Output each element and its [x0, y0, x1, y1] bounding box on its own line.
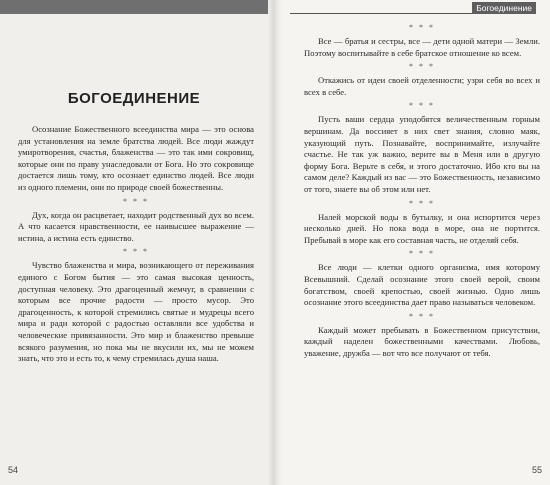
paragraph: Откажись от идеи своей отделенности; узри себя во всех и всех в себе. — [304, 75, 540, 97]
separator-stars: * * * — [409, 62, 435, 72]
paragraph: Каждый может пребывать в Божественном присутствии, каждый наделен божественными качествами. Любовь, уважение, дружба — вот что все получают от тебя. — [304, 324, 540, 358]
left-text-column — [18, 124, 254, 365]
right-page — [274, 0, 550, 485]
separator-stars: * * * — [123, 247, 149, 257]
page-number: 54 — [8, 465, 19, 475]
paragraph: Налей морской воды в бутылку, и она испортится через несколько дней. Но пока вода в море, она не портится. Пребывай в море как его составная часть, не отделяй себя. — [304, 211, 540, 245]
chapter-title: БОГОЕДИНЕНИЕ — [67, 90, 201, 107]
paragraph: Осознание Божественного всеединства мира — это основа для установления на земле братства людей. Все люди жаждут умиротворения, счастья, блаженства — это так ими сокровищ, которые они по праву унаследовали от Бога. Но это сокровище достается лишь тому, кто осознает единство людей. Все люди из одного племени, они по природе своей божественны. — [18, 124, 254, 192]
running-head: Богоединение — [472, 2, 536, 14]
paragraph: Пусть ваши сердца уподобятся величественным горным вершинам. Да воссияет в них свет знания, словно маяк, указующий путь. Познавайте, воспринимайте, излучайте счастье. Не так уж важно, верите вы в Меня или в другую форму Бога. Верьте в себя, и этого достаточно. Ибо кто вы на самом деле? Каждый из вас — это Божественность, независимо от того, знаете вы об этом или нет. — [304, 114, 540, 194]
separator-stars: * * * — [123, 196, 149, 206]
page-number: 55 — [531, 465, 542, 475]
separator-stars: * * * — [409, 23, 435, 32]
separator-stars: * * * — [409, 249, 435, 259]
right-text-column — [304, 20, 540, 359]
separator-stars: * * * — [409, 101, 435, 111]
paragraph: Дух, когда он расцветает, находит родственный дух во всем. А что касается нравственности, ее наивысшее выражение — истина, а истина есть единство. — [18, 209, 254, 243]
separator-stars: * * * — [409, 198, 435, 208]
header-area — [274, 0, 550, 14]
paragraph: Чувство блаженства и мира, возникающего от переживания единого с Богом бытия — это самая высокая ценность, доступная человеку. Это драгоценный жемчуг, в сравнении с которым все прочие радости — просто мусор. Это драгоценность, к которой стремились святые и мудрецы всего мира и ради которой с радостью оставляли все удобства и человеческие привязанности. Это мир и блаженство превыше всякого разумения, но пока мы не вкусили их, мы не можем знать, что это и есть то, к чему стремилась душа наша. — [18, 260, 254, 364]
book-gutter — [268, 0, 282, 485]
top-decorative-bar — [0, 0, 268, 14]
left-page — [0, 0, 274, 485]
paragraph: Все — братья и сестры, все — дети одной матери — Земли. Поэтому воспитывайте в себе братское отношение ко всем. — [304, 36, 540, 58]
paragraph: Все люди — клетки одного организма, имя которому Всевышний. Сделай осознание этого своей верой, своим богатством, своей крепостью, своей жизнью. Одно лишь осознание этого всеединства дает право называться человеком. — [304, 262, 540, 308]
separator-stars: * * * — [409, 311, 435, 321]
